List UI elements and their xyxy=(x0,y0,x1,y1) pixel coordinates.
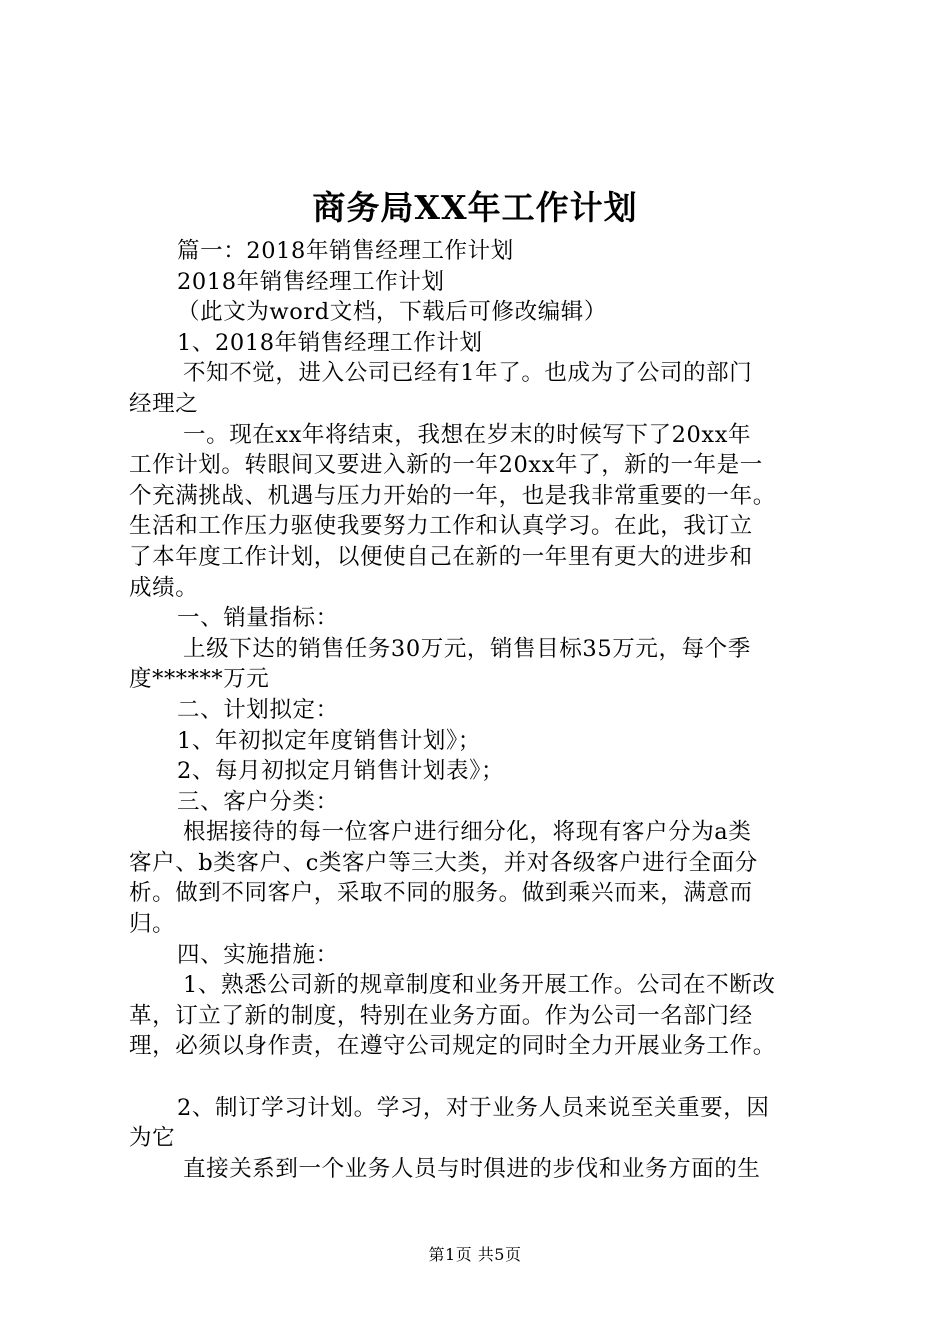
document-title: 商务局XX年工作计划 xyxy=(312,188,638,227)
paragraph-line: 理，必须以身作责，在遵守公司规定的同时全力开展业务工作。 xyxy=(129,1033,776,1060)
paragraph-line: 四、实施措施： xyxy=(177,941,339,968)
paragraph-line: 个充满挑战、机遇与压力开始的一年，也是我非常重要的一年。 xyxy=(129,482,776,509)
paragraph-line: 2、制订学习计划。学习，对于业务人员来说至关重要，因 xyxy=(177,1094,770,1121)
paragraph-line: 为它 xyxy=(129,1125,176,1152)
paragraph-line: 成绩。 xyxy=(129,574,199,601)
paragraph-line: 直接关系到一个业务人员与时俱进的步伐和业务方面的生 xyxy=(183,1155,761,1182)
document-body xyxy=(129,236,834,1184)
paragraph-line: 客户、b类客户、c类客户等三大类，并对各级客户进行全面分 xyxy=(129,849,758,876)
paragraph-line: 一。现在xx年将结束，我想在岁末的时候写下了20xx年 xyxy=(183,421,752,448)
paragraph-line: （此文为word文档，下载后可修改编辑） xyxy=(177,299,607,326)
paragraph-line: 革，订立了新的制度，特别在业务方面。作为公司一名部门经 xyxy=(129,1002,753,1029)
paragraph-line: 了本年度工作计划，以便使自己在新的一年里有更大的进步和 xyxy=(129,543,753,570)
paragraph-line: 1、年初拟定年度销售计划》； xyxy=(177,727,481,754)
paragraph-gap xyxy=(129,1062,834,1093)
paragraph-line: 工作计划。转眼间又要进入新的一年20xx年了，新的一年是一 xyxy=(129,452,763,479)
paragraph-line: 三、客户分类： xyxy=(177,788,339,815)
paragraph-line: 二、计划拟定： xyxy=(177,696,339,723)
paragraph-line: 不知不觉，进入公司已经有1年了。也成为了公司的部门 xyxy=(183,360,753,387)
paragraph-line: 1、熟悉公司新的规章制度和业务开展工作。公司在不断改 xyxy=(183,972,776,999)
paragraph-line: 经理之 xyxy=(129,390,199,417)
paragraph-line: 度******万元 xyxy=(129,666,270,693)
paragraph-line: 一、销量指标： xyxy=(177,605,339,632)
paragraph-line: 析。做到不同客户，采取不同的服务。做到乘兴而来，满意而 xyxy=(129,880,753,907)
paragraph-line: 上级下达的销售任务30万元，销售目标35万元，每个季 xyxy=(183,635,751,662)
page-number-footer: 第1页 共5页 xyxy=(428,1245,522,1264)
paragraph-line: 2、每月初拟定月销售计划表》； xyxy=(177,758,505,785)
paragraph-line: 生活和工作压力驱使我要努力工作和认真学习。在此，我订立 xyxy=(129,513,753,540)
paragraph-line: 1、2018年销售经理工作计划 xyxy=(177,329,483,356)
paragraph-line: 归。 xyxy=(129,911,176,938)
paragraph-line: 2018年销售经理工作计划 xyxy=(177,268,445,295)
paragraph-line: 根据接待的每一位客户进行细分化，将现有客户分为a类 xyxy=(183,819,752,846)
paragraph-line: 篇一：2018年销售经理工作计划 xyxy=(177,238,514,264)
